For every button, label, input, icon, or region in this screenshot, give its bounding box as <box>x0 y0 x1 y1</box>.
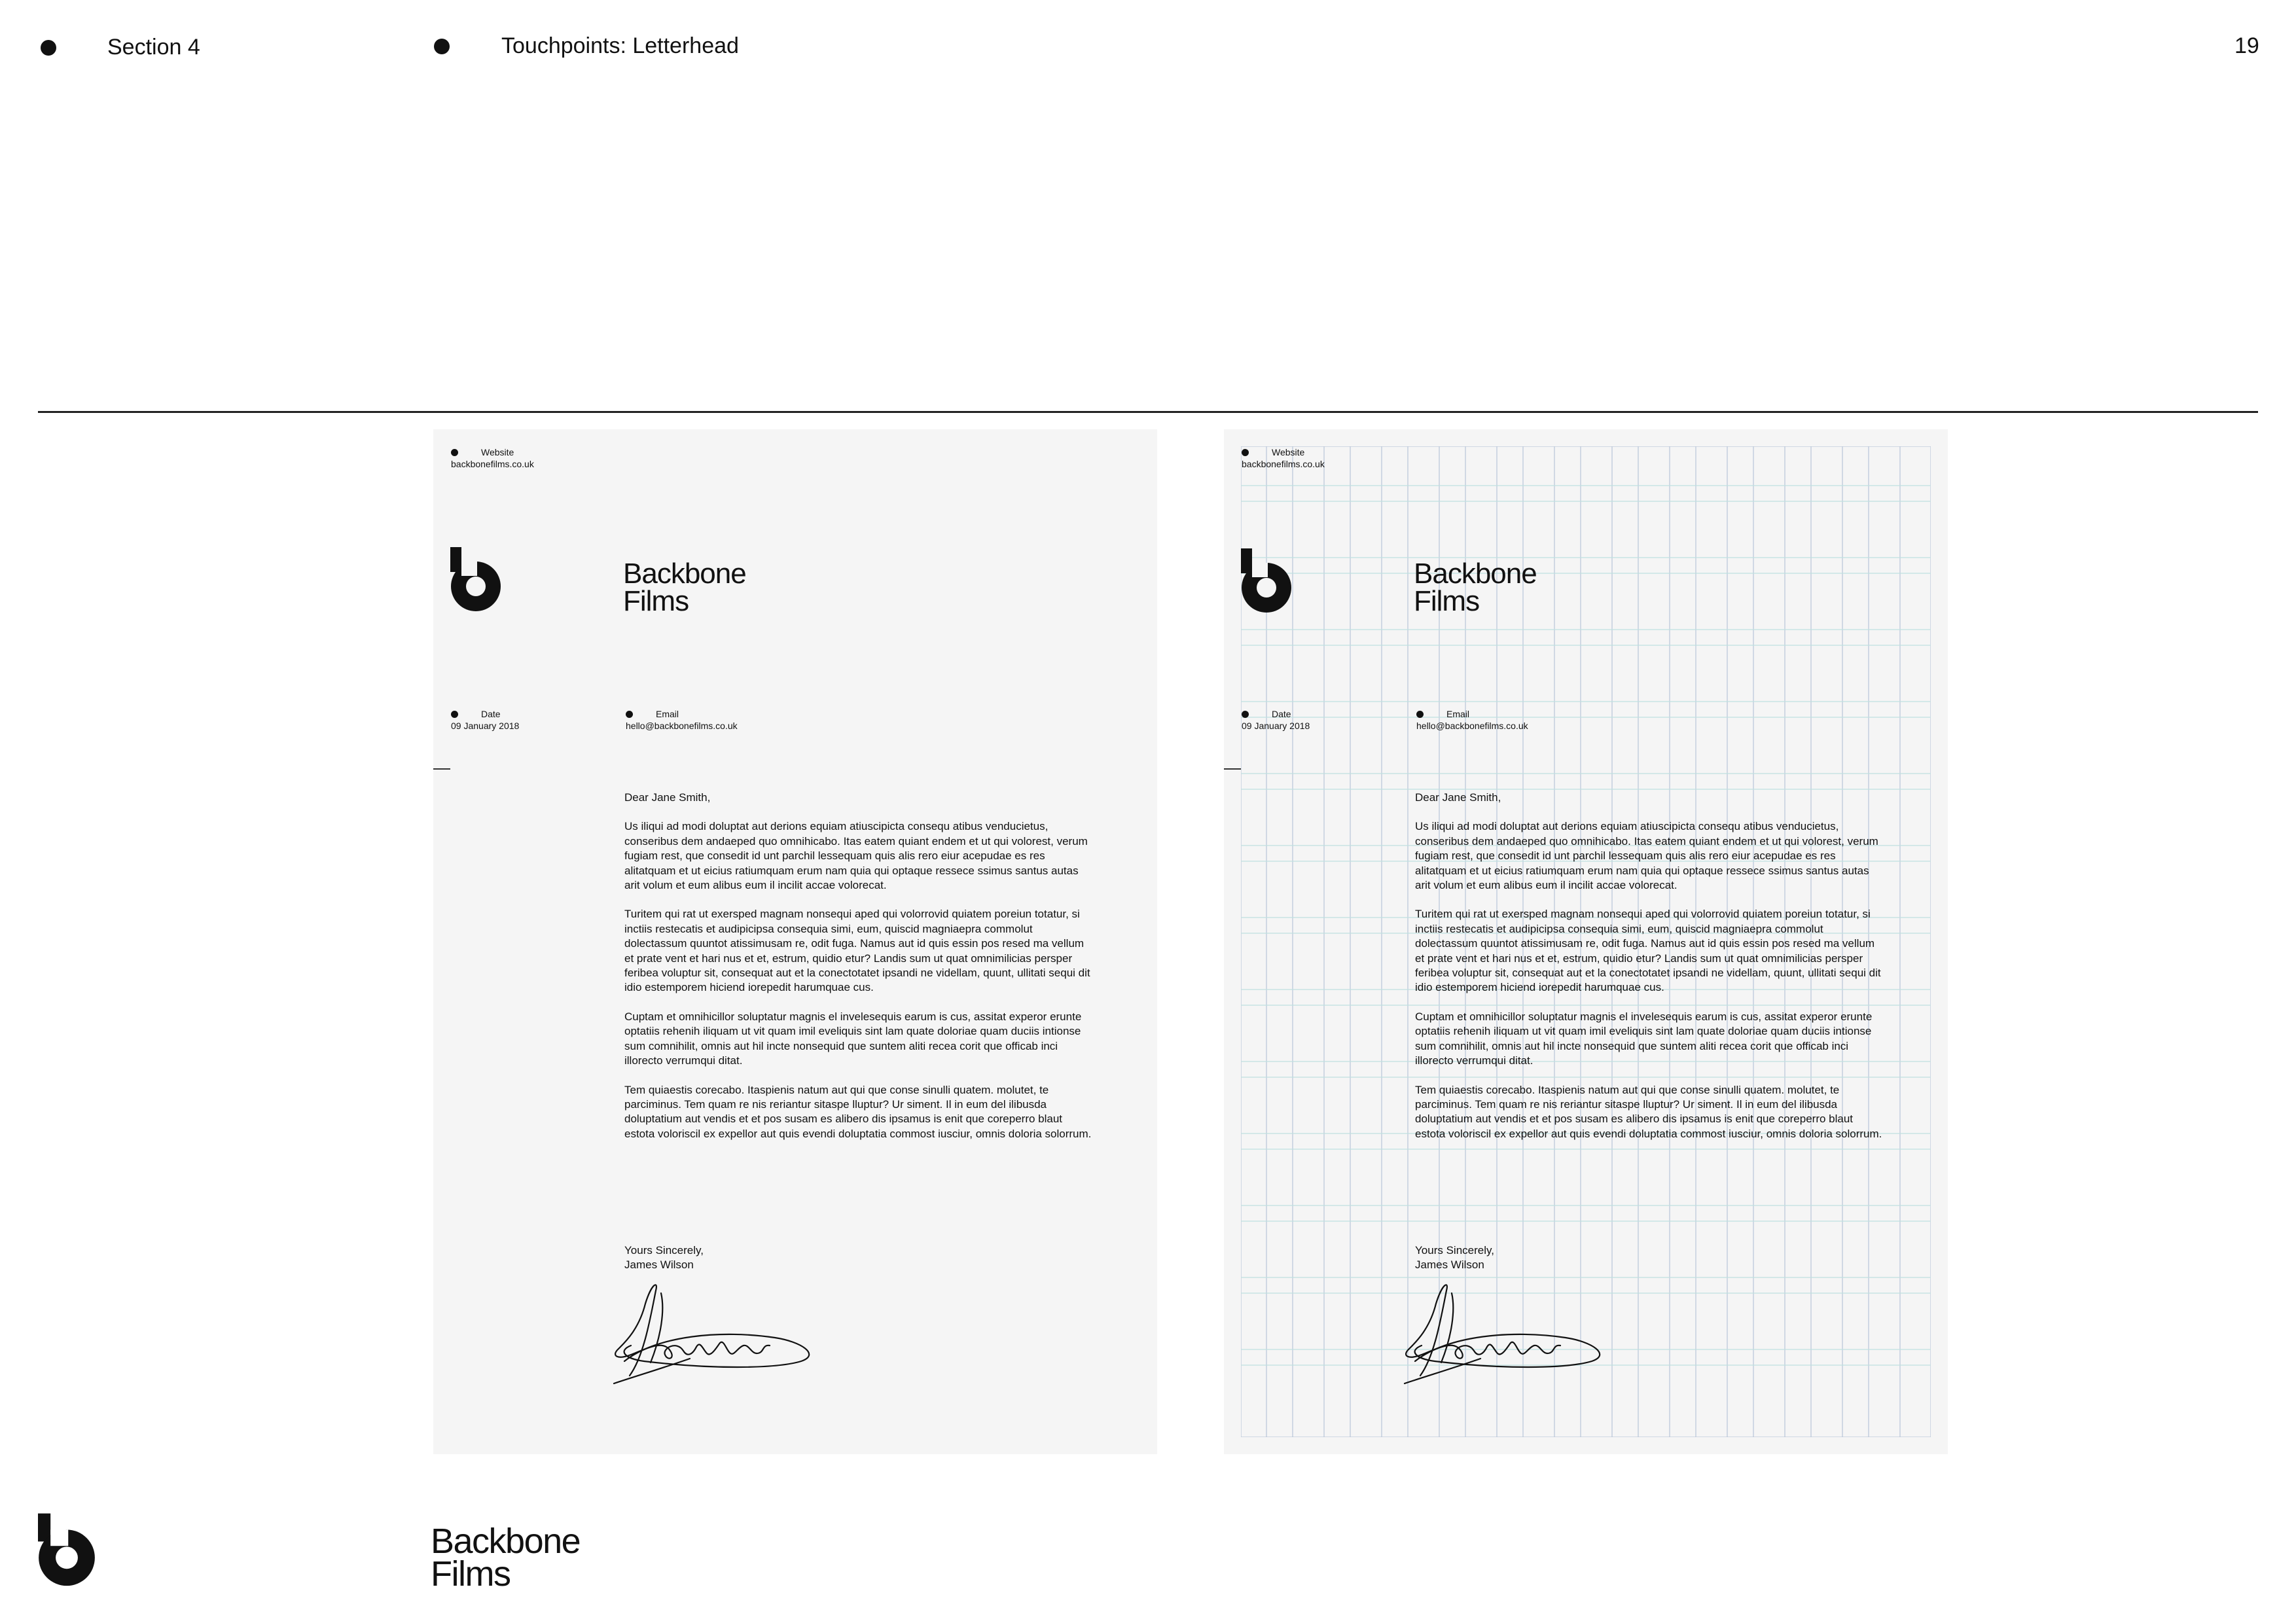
letter-body <box>624 791 1096 1156</box>
paragraph: Tem quiaestis corecabo. Itaspienis natum aut qui que conse sinulli quatem. molutet, te parciminus. Tem quam re nis reriantur sitaspe lluptur? Ur siment. Il in eum del ilibusda doluptatium aut vendis et et pos susam es alibero dis ipsamus is enit que coreperro blaut estota voloriscil ex expellor aut quis evendi doluptatia commost iusciur, omnis doloria solorrum. <box>1415 1083 1882 1140</box>
brand-wordmark <box>623 560 746 615</box>
paragraph: Cuptam et omnihicillor soluptatur magnis el invelesequis earum is cus, assitat experor erunte optatiis rehenih iliquam ut vit quam imil eveliquis sint lam quate doloriae quam duciis intionse sum comnihilit, omnis aut hil incte nonsequid que suntem aliti recea corit que officab inci illorecto verrumqui ditat. <box>624 1010 1082 1067</box>
closing-line: Yours Sincerely, <box>624 1244 704 1257</box>
closing <box>624 1243 704 1272</box>
brand-wordmark <box>1414 560 1537 615</box>
email-bullet-dot <box>626 711 633 718</box>
paragraph: Turitem qui rat ut exersped magnam nonsequi aped qui volorrovid quiatem poreiun totatur, si inctiis restecatis et audipicipsa consequia simi, eum, quiscid magniaepra commolut dolectassum quuntot atissimusam re, odit fuga. Namus aut id quis essin pos resed ma vellum et prate vent et hari nus et et, estrum, quidio etur? Landis sum ut quat omnimilicias persper feribea voluptur sit, consequat aut et la conectotatet ipsandi ne videllam, quunt, ullitati sequi dit idio estemporem hiciend iorepedit harumquae cus. <box>1415 908 1881 994</box>
signatory-name: James Wilson <box>624 1258 694 1271</box>
letterhead-sheet-with-grid <box>1224 429 1948 1454</box>
date-bullet-dot <box>451 711 458 718</box>
date-value: 09 January 2018 <box>1242 721 1310 731</box>
footer-brand-line-1: Backbone <box>431 1522 581 1561</box>
letterhead-sheet <box>433 429 1157 1454</box>
brand-line-2: Films <box>623 585 689 617</box>
brand-line-1: Backbone <box>623 558 746 590</box>
footer-brand-line-2: Films <box>431 1554 511 1594</box>
website-label: Website <box>481 447 514 457</box>
website-value: backbonefilms.co.uk <box>451 459 534 469</box>
header-bullet-dot <box>434 39 450 54</box>
signature-image <box>605 1277 821 1389</box>
closing-line: Yours Sincerely, <box>1415 1244 1494 1257</box>
email-value: hello@backbonefilms.co.uk <box>1416 721 1528 731</box>
fold-mark <box>433 768 450 770</box>
backbone-logo-icon <box>450 547 501 613</box>
backbone-logo-icon <box>38 1513 96 1588</box>
brand-line-2: Films <box>1414 585 1480 617</box>
salutation: Dear Jane Smith, <box>1415 791 1501 804</box>
date-bullet-dot <box>1242 711 1249 718</box>
date-label: Date <box>481 709 501 719</box>
paragraph: Turitem qui rat ut exersped magnam nonsequi aped qui volorrovid quiatem poreiun totatur, si inctiis restecatis et audipicipsa consequia simi, eum, quiscid magniaepra commolut dolectassum quuntot atissimusam re, odit fuga. Namus aut id quis essin pos resed ma vellum et prate vent et hari nus et et, estrum, quidio etur? Landis sum ut quat omnimilicias persper feribea voluptur sit, consequat aut et la conectotatet ipsandi ne videllam, quunt, ullitati sequi dit idio estemporem hiciend iorepedit harumquae cus. <box>624 908 1090 994</box>
website-bullet-dot <box>451 449 458 456</box>
page-title: Touchpoints: Letterhead <box>501 33 739 58</box>
fold-mark <box>1224 768 1241 770</box>
email-value: hello@backbonefilms.co.uk <box>626 721 738 731</box>
header-divider <box>38 411 2258 413</box>
date-label: Date <box>1272 709 1291 719</box>
brand-line-1: Backbone <box>1414 558 1537 590</box>
salutation: Dear Jane Smith, <box>624 791 711 804</box>
website-value: backbonefilms.co.uk <box>1242 459 1325 469</box>
backbone-logo-icon <box>1241 548 1292 614</box>
paragraph: Us iliqui ad modi doluptat aut derions equiam atiuscipicta consequ atibus venducietus, conseribus dem andaeped quo omnihicabo. Itas eatem quiant endem et ut qui volorest, verum fugiam rest, que consedit id unt parchil lessequam quis alis rero eiur acepudae es res alitatquam et ut eicius ratiumquam erum nam quia qui optaque ressece ssimus santus autas arit volum et eum alibus eum il incilit accae volorecat. <box>624 820 1088 892</box>
closing <box>1415 1243 1494 1272</box>
email-label: Email <box>656 709 679 719</box>
email-label: Email <box>1446 709 1470 719</box>
letter-body <box>1415 791 1886 1156</box>
section-label: Section 4 <box>107 35 200 60</box>
page-number: 19 <box>2234 33 2259 58</box>
signature-image <box>1395 1277 1611 1389</box>
paragraph: Tem quiaestis corecabo. Itaspienis natum aut qui que conse sinulli quatem. molutet, te parciminus. Tem quam re nis reriantur sitaspe lluptur? Ur siment. Il in eum del ilibusda doluptatium aut vendis et et pos susam es alibero dis ipsamus is enit que coreperro blaut estota voloriscil ex expellor aut quis evendi doluptatia commost iusciur, omnis doloria solorrum. <box>624 1083 1092 1140</box>
footer-wordmark <box>431 1522 581 1594</box>
website-bullet-dot <box>1242 449 1249 456</box>
paragraph: Cuptam et omnihicillor soluptatur magnis el invelesequis earum is cus, assitat experor erunte optatiis rehenih iliquam ut vit quam imil eveliquis sint lam quate doloriae quam duciis intionse sum comnihilit, omnis aut hil incte nonsequid que suntem aliti recea corit que officab inci illorecto verrumqui ditat. <box>1415 1010 1873 1067</box>
date-value: 09 January 2018 <box>451 721 520 731</box>
paragraph: Us iliqui ad modi doluptat aut derions equiam atiuscipicta consequ atibus venducietus, conseribus dem andaeped quo omnihicabo. Itas eatem quiant endem et ut qui volorest, verum fugiam rest, que consedit id unt parchil lessequam quis alis rero eiur acepudae es res alitatquam et ut eicius ratiumquam erum nam quia qui optaque ressece ssimus santus autas arit volum et eum alibus eum il incilit accae volorecat. <box>1415 820 1878 892</box>
website-label: Website <box>1272 447 1305 457</box>
signatory-name: James Wilson <box>1415 1258 1484 1271</box>
email-bullet-dot <box>1416 711 1424 718</box>
header-bullet-dot <box>41 40 56 56</box>
